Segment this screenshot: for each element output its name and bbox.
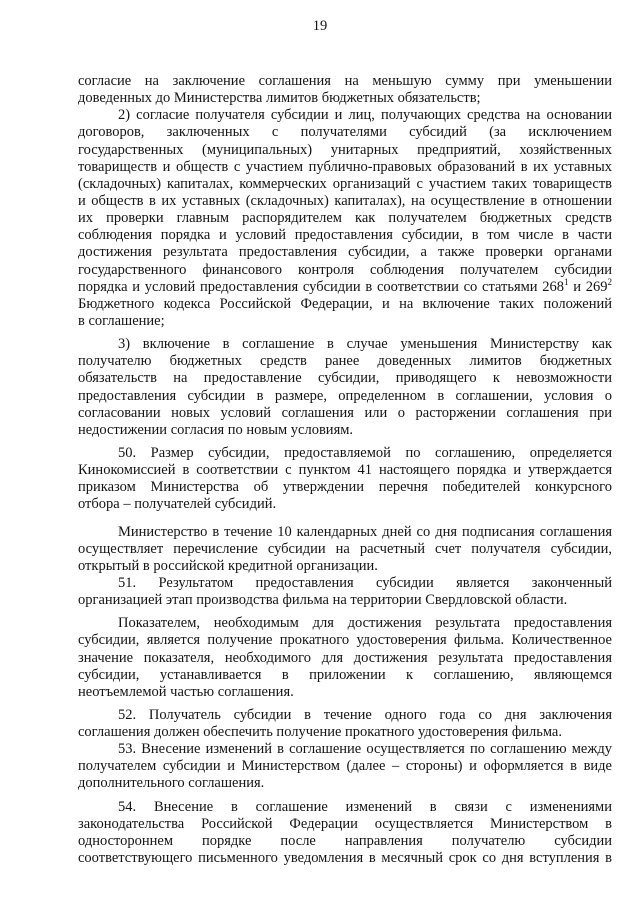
text-line: соглашения должен обеспечить получение прокатного удостоверения фильма.: [78, 724, 562, 741]
text-line: открытый в российской кредитной организации.: [78, 557, 378, 574]
paragraph-continuation: [78, 73, 612, 107]
text-line: недостижении согласия по новым условиям.: [78, 421, 354, 438]
text-line: отбора – получателей субсидий.: [78, 496, 277, 513]
text-line: законодательства Российской Федерации осуществляется Министерством в: [78, 815, 612, 832]
text-line: Министерство в течение 10 календарных дней со дня подписания соглашения: [118, 523, 612, 540]
text-line: 53. Внесение изменений в соглашение осуществляется по соглашению между: [118, 741, 612, 758]
text-line: неотъемлемой частью соглашения.: [78, 683, 294, 700]
paragraph-clause-51: [78, 575, 612, 609]
paragraph-clause-54: [78, 799, 612, 868]
text-line: 51. Результатом предоставления субсидии является законченный: [118, 574, 612, 591]
text-line: 2) согласие получателя субсидии и лиц, получающих средства на основании: [118, 107, 612, 124]
text-line: организацией этап производства фильма на территории Свердловской области.: [78, 592, 568, 609]
paragraph-indicator: [78, 615, 612, 701]
text-line: получателю бюджетных средств ранее доведенных лимитов бюджетных: [78, 353, 612, 370]
text-line: соответствующего письменного уведомления в месячный срок со дня вступления в: [78, 850, 612, 867]
text-line: Показателем, необходимым для достижения результата предоставления: [118, 615, 612, 632]
superscript: 2: [607, 276, 612, 287]
text-line: доведенных до Министерства лимитов бюджетных обязательств;: [78, 90, 481, 107]
text-line: обязательств на предоставление субсидии, приводящего к невозможности: [78, 370, 612, 387]
text-line: осуществляет перечисление субсидии на расчетный счет получателя субсидии,: [78, 540, 612, 557]
text-line: 3) включение в соглашение в случае уменьшения Министерству как: [118, 336, 612, 353]
text-line: предоставления субсидии в размере, определенном в соглашении, условия о: [78, 387, 612, 404]
text-line: в соглашение;: [78, 312, 165, 329]
text-line: государственного финансового контроля соблюдения получателем субсидии: [78, 261, 612, 278]
superscript: 1: [564, 276, 569, 287]
text-line: согласовании новых условий соглашения или о расторжении соглашения при: [78, 404, 612, 421]
text-segment: и 269: [568, 278, 608, 295]
document-body: [78, 73, 612, 867]
text-line: приказом Министерства об утверждении перечня победителей конкурсного: [78, 479, 612, 496]
text-line: субсидии, устанавливается в приложении к соглашению, являющемся: [78, 666, 612, 683]
paragraph-item-3: [78, 336, 612, 439]
text-line-with-superscripts: [78, 276, 612, 296]
paragraph-clause-53: [78, 741, 612, 792]
text-line: получателем субсидии и Министерством (далее – стороны) и оформляется в виде: [78, 758, 612, 775]
paragraph-item-2: [78, 107, 612, 330]
text-line: договоров, заключенных с получателями субсидий (за исключением: [78, 124, 612, 141]
paragraph-clause-52: [78, 707, 612, 741]
text-line: дополнительного соглашения.: [78, 775, 265, 792]
paragraph-transfer: [78, 524, 612, 575]
text-line: 52. Получатель субсидии в течение одного года со дня заключения: [118, 706, 612, 723]
text-segment: порядка и условий предоставления субсидии в соответствии со статьями 268: [78, 278, 565, 295]
text-line: (складочных) капиталах, коммерческих организаций с участием таких товариществ: [78, 175, 612, 192]
text-line: одностороннем порядке после направления получателю субсидии: [78, 832, 612, 849]
text-line: субсидии, является получение прокатного удостоверения фильма. Количественное: [78, 632, 612, 649]
text-line: 54. Внесение в соглашение изменений в связи с изменениями: [118, 798, 612, 815]
page-number: 19: [312, 18, 328, 34]
text-line: Бюджетного кодекса Российской Федерации, и на включение таких положений: [78, 295, 612, 312]
paragraph-clause-50: [78, 445, 612, 514]
text-line: 50. Размер субсидии, предоставляемой по соглашению, определяется: [118, 444, 612, 461]
text-line: соблюдения порядка и условий предоставления субсидии, в том числе в части: [78, 227, 612, 244]
text-line: государственных (муниципальных) унитарных предприятий, хозяйственных: [78, 141, 612, 158]
text-line: значение показателя, необходимого для достижения результата предоставления: [78, 649, 612, 666]
text-line: Кинокомиссией в соответствии с пунктом 41 настоящего порядка и утверждается: [78, 462, 612, 479]
text-line: их проверки главным распорядителем как получателем бюджетных средств: [78, 210, 612, 227]
text-line: достижения результата предоставления субсидии, а также проверки органами: [78, 244, 612, 261]
text-line: товариществ и обществ с участием публично-правовых образований в их уставных: [78, 158, 612, 175]
text-line: согласие на заключение соглашения на меньшую сумму при уменьшении: [78, 73, 612, 89]
text-line: и обществ в их уставных (складочных) капиталах), на осуществление в отношении: [78, 192, 612, 209]
